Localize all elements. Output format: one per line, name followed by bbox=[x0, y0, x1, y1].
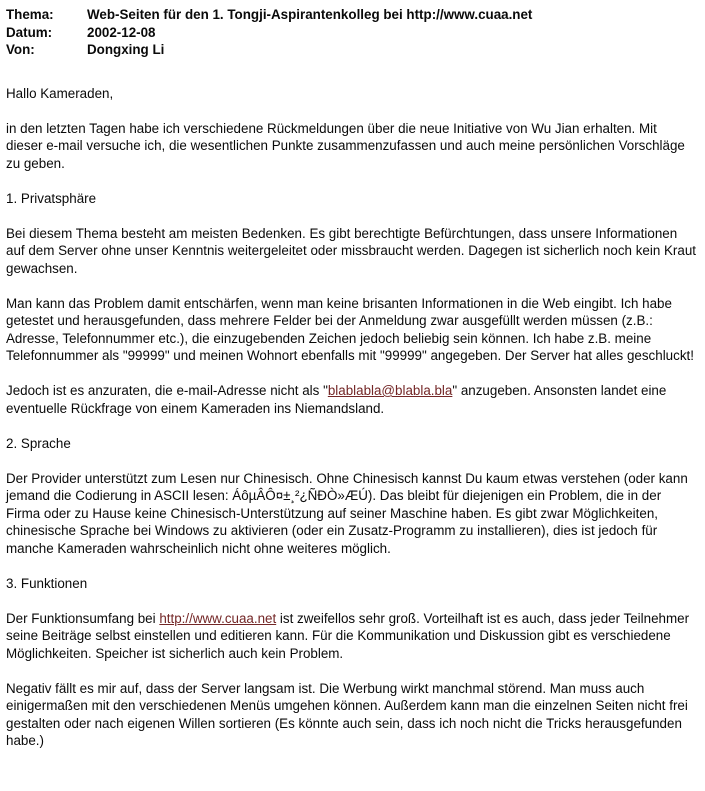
header-row bbox=[6, 24, 697, 42]
message-header bbox=[6, 6, 697, 59]
text-run: " anzugeben. Ansonsten landet eine eventuelle Rückfrage von einem Kameraden ins Niemandsland. bbox=[6, 383, 667, 416]
text-run: Man kann das Problem damit entschärfen, wenn man keine brisanten Informationen in die Web eingibt. Ich habe getestet und herausgefunden, dass mehrere Felder bei der Anmeldung zwar ausgefüllt werden müssen (z.B.: Adresse, Telefonnummer etc.), die einzugebenden Zeichen jedoch beliebig sein können. Ich habe z.B. meine Telefonnummer als "99999" und meinen Wohnort ebenfalls mit "99999" angegeben. Der Server hat alles geschluckt! bbox=[6, 295, 694, 363]
section-heading: 3. Funktionen bbox=[6, 575, 88, 591]
header-label: Thema: bbox=[6, 7, 54, 22]
email-link[interactable]: blablabla@blabla.bla bbox=[327, 383, 453, 398]
website-link[interactable]: http://www.cuaa.net bbox=[159, 610, 277, 626]
paragraph bbox=[6, 225, 697, 278]
header-value: Dongxing Li bbox=[87, 42, 165, 57]
paragraph bbox=[6, 680, 697, 750]
paragraph bbox=[6, 382, 697, 417]
header-value: 2002-12-08 bbox=[87, 24, 156, 40]
text-run: Jedoch ist es anzuraten, die e-mail-Adresse nicht als " bbox=[6, 383, 328, 398]
paragraph bbox=[6, 295, 697, 365]
text-run: Der Provider unterstützt zum Lesen nur Chinesisch. Ohne Chinesisch kannst Du kaum etwas verstehen (oder kann jemand die Codierung in ASCII lesen: ÁôµÂÔ¤±¸²¿ÑÐÒ»ÆÚ). Das bleibt für diejenigen ein Problem, die in der Firma oder zu Hause keine Chinesisch-Unterstützung auf seiner Maschine haben. Es gibt zwar Möglichkeiten, chinesische Sprache bei Windows zu aktivieren (oder ein Zusatz-Programm zu installieren), dies ist jedoch für manche Kameraden wahrscheinlich nicht ohne weiteres möglich. bbox=[6, 470, 688, 556]
header-row bbox=[6, 41, 697, 59]
paragraph bbox=[6, 610, 697, 663]
section-heading: 1. Privatsphäre bbox=[6, 190, 97, 206]
section-heading: 2. Sprache bbox=[6, 435, 71, 451]
header-label: Von: bbox=[6, 42, 35, 57]
message-body bbox=[6, 85, 697, 750]
text-run: Der Funktionsumfang bei bbox=[6, 610, 160, 626]
header-value: Web-Seiten für den 1. Tongji-Aspirantenkolleg bei http://www.cuaa.net bbox=[87, 7, 533, 22]
header-row bbox=[6, 6, 697, 24]
header-label: Datum: bbox=[6, 24, 53, 40]
message-content bbox=[6, 120, 697, 750]
greeting: Hallo Kameraden, bbox=[6, 85, 114, 101]
text-run: ist zweifellos sehr groß. Vorteilhaft ist es auch, dass jeder Teilnehmer seine Beiträge selbst einstellen und editieren kann. Für die Kommunikation und Diskussion gibt es verschiedene Möglichkeiten. Speicher ist sicherlich auch kein Problem. bbox=[6, 610, 690, 661]
text-run: in den letzten Tagen habe ich verschiedene Rückmeldungen über die neue Initiative von Wu Jian erhalten. Mit dieser e-mail versuche ich, die wesentlichen Punkte zusammenzufassen und auch meine persönlichen Vorschläge zu geben. bbox=[6, 120, 685, 171]
text-run: Bei diesem Thema besteht am meisten Bedenken. Es gibt berechtigte Befürchtungen, dass unsere Informationen auf dem Server ohne unser Kenntnis weitergeleitet oder missbraucht werden. Dagegen ist sicherlich noch kein Kraut gewachsen. bbox=[6, 225, 696, 276]
paragraph bbox=[6, 120, 697, 173]
text-run: Negativ fällt es mir auf, dass der Server langsam ist. Die Werbung wirkt manchmal störend. Man muss auch einigermaßen mit den verschiedenen Menüs umgehen können. Außerdem kann man die einzelnen Seiten nicht frei gestalten oder nach eigenen Willen sortieren (Es könnte auch sein, dass ich noch nicht die Tricks herausgefunden habe.) bbox=[6, 680, 688, 748]
paragraph bbox=[6, 470, 697, 558]
